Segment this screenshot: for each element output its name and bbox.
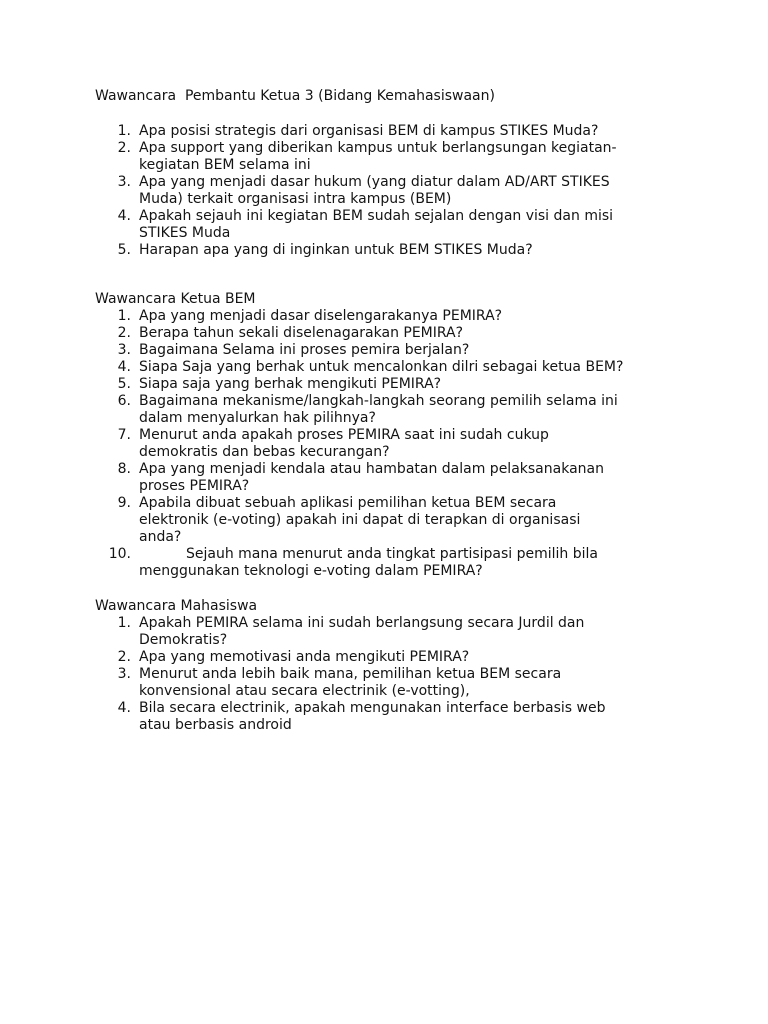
item-number: 7. <box>117 427 131 443</box>
item-text-line: Menurut anda lebih baik mana, pemilihan ketua BEM secara <box>139 666 562 682</box>
item-text-line: Apabila dibuat sebuah aplikasi pemilihan ketua BEM secara <box>139 495 557 511</box>
item-text-line: konvensional atau secara electrinik (e-votting), <box>139 683 470 699</box>
question-list <box>95 308 695 580</box>
item-text-line: atau berbasis android <box>139 717 292 733</box>
item-number: 1. <box>117 123 131 139</box>
item-number: 3. <box>117 666 131 682</box>
item-text-line: dalam menyalurkan hak pilihnya? <box>139 410 376 426</box>
item-text-line: Apa yang menjadi dasar hukum (yang diatur dalam AD/ART STIKES <box>139 174 610 190</box>
item-text-line <box>139 546 695 563</box>
item-text-line: menggunakan teknologi e-voting dalam PEMIRA? <box>139 563 483 579</box>
list-item <box>95 308 695 325</box>
item-text-line: Bagaimana Selama ini proses pemira berjalan? <box>139 342 470 358</box>
item-number: 5. <box>117 242 131 258</box>
list-item <box>95 649 695 666</box>
list-item <box>95 140 695 174</box>
item-number: 4. <box>117 359 131 375</box>
list-item <box>95 174 695 208</box>
list-item <box>95 393 695 427</box>
item-number: 3. <box>117 174 131 190</box>
item-number: 3. <box>117 342 131 358</box>
item-text-line: Menurut anda apakah proses PEMIRA saat ini sudah cukup <box>139 427 549 443</box>
item-text-line: Apakah PEMIRA selama ini sudah berlangsung secara Jurdil dan <box>139 615 585 631</box>
item-text-line: elektronik (e-voting) apakah ini dapat di terapkan di organisasi <box>139 512 581 528</box>
item-text: Sejauh mana menurut anda tingkat partisipasi pemilih bila <box>186 546 598 562</box>
item-number: 2. <box>117 649 131 665</box>
list-item <box>95 208 695 242</box>
list-item <box>95 325 695 342</box>
list-item <box>95 123 695 140</box>
section-mahasiswa <box>95 598 695 734</box>
question-list <box>95 123 695 259</box>
item-number: 8. <box>117 461 131 477</box>
item-text-line: Berapa tahun sekali diselenagarakan PEMIRA? <box>139 325 464 341</box>
list-item <box>95 242 695 259</box>
item-text-line: Apa posisi strategis dari organisasi BEM di kampus STIKES Muda? <box>139 123 599 139</box>
item-text-line: Apa yang memotivasi anda mengikuti PEMIRA? <box>139 649 470 665</box>
item-text-line: Apakah sejauh ini kegiatan BEM sudah sejalan dengan visi dan misi <box>139 208 614 224</box>
list-item <box>95 666 695 700</box>
list-item <box>95 427 695 461</box>
item-text-line: Bagaimana mekanisme/langkah-langkah seorang pemilih selama ini <box>139 393 618 409</box>
item-text-line: Apa support yang diberikan kampus untuk berlangsungan kegiatan- <box>139 140 617 156</box>
item-text-line: kegiatan BEM selama ini <box>139 157 311 173</box>
item-text-line: Muda) terkait organisasi intra kampus (BEM) <box>139 191 452 207</box>
list-item <box>95 461 695 495</box>
item-text-line: Demokratis? <box>139 632 228 648</box>
item-text-line: anda? <box>139 529 182 545</box>
item-text-line: Siapa Saja yang berhak untuk mencalonkan dilri sebagai ketua BEM? <box>139 359 624 375</box>
item-text-line: Siapa saja yang berhak mengikuti PEMIRA? <box>139 376 442 392</box>
item-number: 5. <box>117 376 131 392</box>
list-item <box>95 615 695 649</box>
item-number: 6. <box>117 393 131 409</box>
list-item <box>95 376 695 393</box>
item-number: 1. <box>117 615 131 631</box>
question-list <box>95 615 695 734</box>
section-title: Wawancara Mahasiswa <box>95 598 258 614</box>
item-text-line: Bila secara electrinik, apakah mengunakan interface berbasis web <box>139 700 606 716</box>
item-number: 4. <box>117 208 131 224</box>
item-number: 9. <box>117 495 131 511</box>
section-title: Wawancara Pembantu Ketua 3 (Bidang Kemahasiswaan) <box>95 88 495 104</box>
item-text-line: Apa yang menjadi kendala atau hambatan dalam pelaksanakanan <box>139 461 604 477</box>
section-title: Wawancara Ketua BEM <box>95 291 256 307</box>
item-text-line: demokratis dan bebas kecurangan? <box>139 444 390 460</box>
item-text-line: STIKES Muda <box>139 225 231 241</box>
item-text-line: proses PEMIRA? <box>139 478 250 494</box>
list-item <box>95 700 695 734</box>
item-number: 1. <box>117 308 131 324</box>
item-number: 2. <box>117 140 131 156</box>
item-text-line: Harapan apa yang di inginkan untuk BEM STIKES Muda? <box>139 242 533 258</box>
section-ketua-bem <box>95 291 695 580</box>
item-text-line: Apa yang menjadi dasar diselengarakanya PEMIRA? <box>139 308 503 324</box>
list-item <box>95 359 695 376</box>
item-number: 4. <box>117 700 131 716</box>
item-number: 2. <box>117 325 131 341</box>
list-item <box>95 342 695 359</box>
item-number: 10. <box>108 546 131 562</box>
list-item <box>95 546 695 580</box>
section-pembantu-ketua <box>95 88 695 259</box>
list-item <box>95 495 695 546</box>
